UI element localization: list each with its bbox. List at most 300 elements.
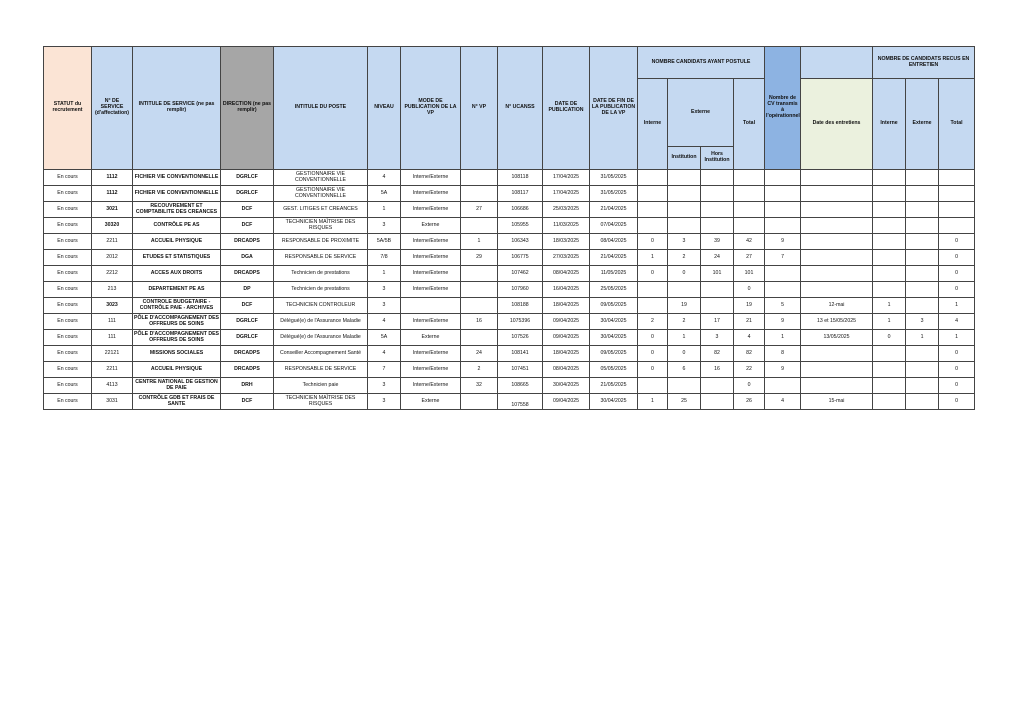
cell-service: ACCUEIL PHYSIQUE (133, 234, 221, 250)
cell-total: 0 (734, 378, 765, 394)
cell-niveau: 3 (368, 378, 401, 394)
cell-n-vp (461, 282, 498, 298)
table-row (44, 186, 975, 202)
cell-direction: DP (221, 282, 274, 298)
cell-institution (668, 170, 701, 186)
cell-n-service: 3031 (92, 394, 133, 410)
cell-niveau: 1 (368, 202, 401, 218)
cell-direction: DRCADPS (221, 234, 274, 250)
cell-date-entretiens: 13/05/2025 (801, 330, 873, 346)
cell-mode: Interne/Externe (401, 202, 461, 218)
cell-recus-total: 4 (939, 314, 975, 330)
cell-institution (668, 282, 701, 298)
table-row (44, 234, 975, 250)
cell-recus-interne: 1 (873, 314, 906, 330)
cell-recus-interne (873, 394, 906, 410)
cell-date-publication: 16/04/2025 (543, 282, 590, 298)
cell-ucanss: 108141 (498, 346, 543, 362)
cell-nb-cv (765, 202, 801, 218)
cell-direction: DRCADPS (221, 346, 274, 362)
cell-date-fin: 30/04/2025 (590, 314, 638, 330)
table-row (44, 250, 975, 266)
cell-recus-total (939, 218, 975, 234)
cell-interne (638, 378, 668, 394)
cell-recus-total: 0 (939, 378, 975, 394)
cell-poste: GEST. LITIGES ET CREANCES (274, 202, 368, 218)
table-row (44, 298, 975, 314)
header-statut: STATUT du recrutement (44, 47, 92, 170)
cell-hors-institution: 24 (701, 250, 734, 266)
cell-date-publication: 09/04/2025 (543, 330, 590, 346)
header-intitule-poste: INTITULE DU POSTE (274, 47, 368, 170)
header-n-service: N° DE SERVICE (d'affectation) (92, 47, 133, 170)
cell-ucanss: 107451 (498, 362, 543, 378)
cell-direction: DGRLCF (221, 314, 274, 330)
table-row (44, 330, 975, 346)
cell-date-entretiens (801, 186, 873, 202)
cell-total: 101 (734, 266, 765, 282)
cell-niveau: 3 (368, 394, 401, 410)
cell-nb-cv: 1 (765, 330, 801, 346)
cell-nb-cv: 8 (765, 346, 801, 362)
table-row (44, 314, 975, 330)
table-row (44, 282, 975, 298)
cell-n-service: 3021 (92, 202, 133, 218)
header-top-spacer (801, 47, 873, 79)
cell-interne (638, 218, 668, 234)
cell-n-vp (461, 218, 498, 234)
cell-date-publication: 30/04/2025 (543, 378, 590, 394)
cell-poste: Conseiller Accompagnement Santé (274, 346, 368, 362)
cell-date-publication: 18/04/2025 (543, 346, 590, 362)
cell-statut: En cours (44, 266, 92, 282)
cell-recus-interne (873, 346, 906, 362)
cell-n-vp: 1 (461, 234, 498, 250)
cell-interne: 0 (638, 346, 668, 362)
cell-mode: Interne/Externe (401, 266, 461, 282)
header-n-vp: N° VP (461, 47, 498, 170)
cell-niveau: 3 (368, 218, 401, 234)
cell-n-vp (461, 394, 498, 410)
header-direction: DIRECTION (ne pas remplir) (221, 47, 274, 170)
cell-mode: Interne/Externe (401, 314, 461, 330)
cell-recus-interne (873, 218, 906, 234)
cell-service: ETUDES ET STATISTIQUES (133, 250, 221, 266)
table-row (44, 346, 975, 362)
cell-total: 42 (734, 234, 765, 250)
cell-recus-externe (906, 202, 939, 218)
cell-recus-externe (906, 362, 939, 378)
cell-ucanss: 106343 (498, 234, 543, 250)
cell-date-entretiens (801, 250, 873, 266)
cell-poste: Technicien de prestations (274, 266, 368, 282)
cell-mode: Interne/Externe (401, 250, 461, 266)
cell-ucanss: 107558 (498, 394, 543, 410)
cell-recus-total: 0 (939, 250, 975, 266)
cell-date-fin: 09/05/2025 (590, 298, 638, 314)
cell-recus-total (939, 202, 975, 218)
cell-interne: 2 (638, 314, 668, 330)
cell-n-vp: 29 (461, 250, 498, 266)
cell-date-fin: 08/04/2025 (590, 234, 638, 250)
cell-institution (668, 202, 701, 218)
cell-n-service: 111 (92, 314, 133, 330)
cell-service: FICHIER VIE CONVENTIONNELLE (133, 170, 221, 186)
cell-interne: 1 (638, 250, 668, 266)
cell-total: 26 (734, 394, 765, 410)
cell-date-fin: 30/04/2025 (590, 394, 638, 410)
cell-recus-interne: 1 (873, 298, 906, 314)
cell-n-vp: 2 (461, 362, 498, 378)
header-hors-institution: Hors Institution (701, 147, 734, 170)
cell-recus-total: 0 (939, 282, 975, 298)
cell-recus-interne: 0 (873, 330, 906, 346)
cell-date-entretiens: 12-mai (801, 298, 873, 314)
cell-direction: DCF (221, 394, 274, 410)
cell-institution (668, 378, 701, 394)
cell-niveau: 3 (368, 298, 401, 314)
cell-recus-interne (873, 266, 906, 282)
header-externe: Externe (668, 79, 734, 147)
cell-total (734, 170, 765, 186)
cell-date-entretiens (801, 218, 873, 234)
cell-date-publication: 17/04/2025 (543, 186, 590, 202)
cell-nb-cv: 4 (765, 394, 801, 410)
header-recus-total: Total (939, 79, 975, 170)
cell-hors-institution (701, 298, 734, 314)
cell-interne: 0 (638, 330, 668, 346)
cell-recus-externe (906, 250, 939, 266)
cell-nb-cv (765, 186, 801, 202)
cell-service: ACCUEIL PHYSIQUE (133, 362, 221, 378)
cell-n-service: 2211 (92, 362, 133, 378)
cell-hors-institution: 82 (701, 346, 734, 362)
table-row (44, 394, 975, 410)
cell-hors-institution (701, 282, 734, 298)
cell-recus-externe (906, 218, 939, 234)
cell-service: CONTRÔLE PE AS (133, 218, 221, 234)
cell-niveau: 7 (368, 362, 401, 378)
cell-recus-interne (873, 234, 906, 250)
cell-nb-cv (765, 282, 801, 298)
cell-date-fin: 31/05/2025 (590, 186, 638, 202)
cell-mode: Externe (401, 330, 461, 346)
table-row (44, 266, 975, 282)
cell-ucanss: 105955 (498, 218, 543, 234)
cell-recus-total: 0 (939, 394, 975, 410)
cell-niveau: 4 (368, 314, 401, 330)
cell-direction: DRCADPS (221, 362, 274, 378)
header-nb-recus: NOMBRE DE CANDIDATS RECUS EN ENTRETIEN (873, 47, 975, 79)
cell-n-service: 2211 (92, 234, 133, 250)
cell-date-publication: 27/03/2025 (543, 250, 590, 266)
header-niveau: NIVEAU (368, 47, 401, 170)
cell-institution: 1 (668, 330, 701, 346)
cell-date-publication: 11/03/2025 (543, 218, 590, 234)
cell-statut: En cours (44, 250, 92, 266)
cell-recus-externe (906, 394, 939, 410)
table-row (44, 170, 975, 186)
cell-recus-externe (906, 186, 939, 202)
cell-niveau: 4 (368, 346, 401, 362)
cell-n-service: 1112 (92, 170, 133, 186)
cell-recus-externe: 1 (906, 330, 939, 346)
cell-date-entretiens (801, 378, 873, 394)
cell-date-fin: 25/05/2025 (590, 282, 638, 298)
cell-n-vp: 16 (461, 314, 498, 330)
cell-poste: GESTIONNAIRE VIE CONVENTIONNELLE (274, 170, 368, 186)
cell-n-service: 1112 (92, 186, 133, 202)
cell-recus-externe (906, 378, 939, 394)
cell-recus-interne (873, 378, 906, 394)
cell-recus-externe (906, 266, 939, 282)
cell-direction: DGRLCF (221, 186, 274, 202)
cell-n-vp (461, 170, 498, 186)
cell-poste: Délégué(e) de l'Assurance Maladie (274, 330, 368, 346)
cell-hors-institution (701, 378, 734, 394)
cell-recus-externe (906, 298, 939, 314)
cell-mode: Interne/Externe (401, 346, 461, 362)
cell-poste: Technicien paie (274, 378, 368, 394)
cell-statut: En cours (44, 298, 92, 314)
cell-mode: Externe (401, 218, 461, 234)
cell-total (734, 218, 765, 234)
cell-mode (401, 298, 461, 314)
cell-n-vp (461, 266, 498, 282)
cell-n-service: 111 (92, 330, 133, 346)
cell-recus-interne (873, 202, 906, 218)
cell-date-fin: 31/05/2025 (590, 170, 638, 186)
cell-date-fin: 21/04/2025 (590, 250, 638, 266)
cell-ucanss: 108188 (498, 298, 543, 314)
header-date-publication: DATE DE PUBLICATION (543, 47, 590, 170)
cell-interne (638, 202, 668, 218)
cell-direction: DCF (221, 218, 274, 234)
cell-institution: 25 (668, 394, 701, 410)
cell-service: PÔLE D'ACCOMPAGNEMENT DES OFFREURS DE SOINS (133, 330, 221, 346)
cell-date-publication: 18/03/2025 (543, 234, 590, 250)
cell-date-fin: 07/04/2025 (590, 218, 638, 234)
cell-date-fin: 21/05/2025 (590, 378, 638, 394)
cell-mode: Externe (401, 394, 461, 410)
cell-recus-interne (873, 362, 906, 378)
cell-statut: En cours (44, 186, 92, 202)
cell-nb-cv: 9 (765, 314, 801, 330)
cell-service: CONTRÔLE GDB ET FRAIS DE SANTE (133, 394, 221, 410)
header-recus-externe: Externe (906, 79, 939, 170)
cell-nb-cv: 9 (765, 362, 801, 378)
cell-statut: En cours (44, 170, 92, 186)
cell-ucanss: 107526 (498, 330, 543, 346)
header-intitule-service: INTITULE DE SERVICE (ne pas remplir) (133, 47, 221, 170)
header-nb-cv: Nombre de CV transmis à l'opérationnel (765, 47, 801, 170)
cell-institution (668, 218, 701, 234)
cell-poste: TECHNICIEN MAÎTRISE DES RISQUES (274, 218, 368, 234)
cell-recus-total: 0 (939, 234, 975, 250)
cell-service: CONTROLE BUDGETAIRE - CONTRÔLE PAIE - ARCHIVES (133, 298, 221, 314)
cell-statut: En cours (44, 346, 92, 362)
cell-date-fin: 05/05/2025 (590, 362, 638, 378)
cell-niveau: 4 (368, 170, 401, 186)
cell-hors-institution (701, 170, 734, 186)
cell-nb-cv (765, 170, 801, 186)
cell-recus-interne (873, 170, 906, 186)
cell-service: MISSIONS SOCIALES (133, 346, 221, 362)
cell-statut: En cours (44, 282, 92, 298)
cell-direction: DGRLCF (221, 170, 274, 186)
cell-interne: 0 (638, 266, 668, 282)
cell-recus-total (939, 170, 975, 186)
cell-niveau: 5A (368, 330, 401, 346)
cell-n-service: 2212 (92, 266, 133, 282)
cell-service: PÔLE D'ACCOMPAGNEMENT DES OFFREURS DE SOINS (133, 314, 221, 330)
cell-mode: Interne/Externe (401, 234, 461, 250)
cell-n-vp: 27 (461, 202, 498, 218)
cell-total: 19 (734, 298, 765, 314)
table-row (44, 362, 975, 378)
cell-date-entretiens (801, 266, 873, 282)
cell-institution: 3 (668, 234, 701, 250)
cell-date-entretiens (801, 234, 873, 250)
cell-poste: RESPONSABLE DE PROXIMITE (274, 234, 368, 250)
cell-institution (668, 186, 701, 202)
header-date-entretiens: Date des entretiens (801, 79, 873, 170)
header-institution: Institution (668, 147, 701, 170)
cell-recus-total (939, 186, 975, 202)
cell-service: RECOUVREMENT ET COMPTABILITE DES CREANCES (133, 202, 221, 218)
cell-hors-institution: 39 (701, 234, 734, 250)
cell-ucanss: 1075396 (498, 314, 543, 330)
cell-nb-cv (765, 218, 801, 234)
cell-institution: 0 (668, 266, 701, 282)
cell-date-entretiens (801, 362, 873, 378)
header-recus-interne: Interne (873, 79, 906, 170)
cell-direction: DRCADPS (221, 266, 274, 282)
header-interne: Interne (638, 79, 668, 170)
cell-n-vp (461, 330, 498, 346)
cell-mode: Interne/Externe (401, 362, 461, 378)
table-row (44, 218, 975, 234)
cell-nb-cv: 7 (765, 250, 801, 266)
cell-date-publication: 09/04/2025 (543, 314, 590, 330)
header-nb-candidats: NOMBRE CANDIDATS AYANT POSTULE (638, 47, 765, 79)
cell-date-entretiens (801, 346, 873, 362)
cell-ucanss: 108665 (498, 378, 543, 394)
cell-total (734, 202, 765, 218)
cell-recus-interne (873, 250, 906, 266)
cell-date-fin: 21/04/2025 (590, 202, 638, 218)
recruitment-table (43, 46, 975, 410)
cell-ucanss: 107960 (498, 282, 543, 298)
cell-mode: Interne/Externe (401, 170, 461, 186)
cell-statut: En cours (44, 202, 92, 218)
header-date-fin: DATE DE FIN DE LA PUBLICATION DE LA VP (590, 47, 638, 170)
cell-date-entretiens (801, 170, 873, 186)
cell-date-publication: 25/03/2025 (543, 202, 590, 218)
cell-interne (638, 282, 668, 298)
cell-poste: TECHNICIEN MAÎTRISE DES RISQUES (274, 394, 368, 410)
table-row (44, 202, 975, 218)
cell-recus-total: 0 (939, 346, 975, 362)
cell-statut: En cours (44, 394, 92, 410)
cell-recus-interne (873, 282, 906, 298)
cell-poste: Délégué(e) de l'Assurance Maladie (274, 314, 368, 330)
cell-hors-institution: 16 (701, 362, 734, 378)
cell-poste: RESPONSABLE DE SERVICE (274, 250, 368, 266)
cell-nb-cv (765, 266, 801, 282)
cell-date-publication: 08/04/2025 (543, 362, 590, 378)
cell-recus-externe (906, 346, 939, 362)
table-row (44, 378, 975, 394)
cell-n-service: 4113 (92, 378, 133, 394)
cell-statut: En cours (44, 314, 92, 330)
cell-n-service: 213 (92, 282, 133, 298)
cell-nb-cv: 9 (765, 234, 801, 250)
cell-date-entretiens (801, 282, 873, 298)
cell-n-service: 30320 (92, 218, 133, 234)
cell-niveau: 5A/5B (368, 234, 401, 250)
cell-mode: Interne/Externe (401, 282, 461, 298)
cell-direction: DRH (221, 378, 274, 394)
cell-statut: En cours (44, 330, 92, 346)
cell-total: 4 (734, 330, 765, 346)
cell-date-publication: 08/04/2025 (543, 266, 590, 282)
cell-poste: RESPONSABLE DE SERVICE (274, 362, 368, 378)
cell-hors-institution: 17 (701, 314, 734, 330)
cell-date-fin: 30/04/2025 (590, 330, 638, 346)
cell-service: CENTRE NATIONAL DE GESTION DE PAIE (133, 378, 221, 394)
cell-mode: Interne/Externe (401, 378, 461, 394)
cell-ucanss: 108118 (498, 170, 543, 186)
cell-service: DEPARTEMENT PE AS (133, 282, 221, 298)
cell-n-vp (461, 186, 498, 202)
cell-interne: 0 (638, 362, 668, 378)
cell-date-publication: 18/04/2025 (543, 298, 590, 314)
cell-ucanss: 108117 (498, 186, 543, 202)
cell-niveau: 3 (368, 282, 401, 298)
cell-interne: 0 (638, 234, 668, 250)
cell-direction: DGA (221, 250, 274, 266)
cell-institution: 19 (668, 298, 701, 314)
cell-nb-cv: 5 (765, 298, 801, 314)
cell-n-service: 2012 (92, 250, 133, 266)
cell-total: 0 (734, 282, 765, 298)
cell-institution: 2 (668, 314, 701, 330)
cell-recus-externe (906, 234, 939, 250)
header-n-ucanss: N° UCANSS (498, 47, 543, 170)
cell-total: 27 (734, 250, 765, 266)
cell-direction: DGRLCF (221, 330, 274, 346)
cell-service: FICHIER VIE CONVENTIONNELLE (133, 186, 221, 202)
cell-date-publication: 09/04/2025 (543, 394, 590, 410)
cell-ucanss: 107462 (498, 266, 543, 282)
cell-recus-total: 0 (939, 362, 975, 378)
cell-ucanss: 106775 (498, 250, 543, 266)
cell-mode: Interne/Externe (401, 186, 461, 202)
cell-date-entretiens (801, 202, 873, 218)
cell-statut: En cours (44, 234, 92, 250)
cell-hors-institution (701, 186, 734, 202)
cell-recus-interne (873, 186, 906, 202)
cell-total (734, 186, 765, 202)
cell-total: 21 (734, 314, 765, 330)
cell-recus-total: 1 (939, 330, 975, 346)
cell-niveau: 1 (368, 266, 401, 282)
cell-interne: 1 (638, 394, 668, 410)
table-body (44, 170, 975, 410)
cell-interne (638, 170, 668, 186)
cell-ucanss: 106686 (498, 202, 543, 218)
